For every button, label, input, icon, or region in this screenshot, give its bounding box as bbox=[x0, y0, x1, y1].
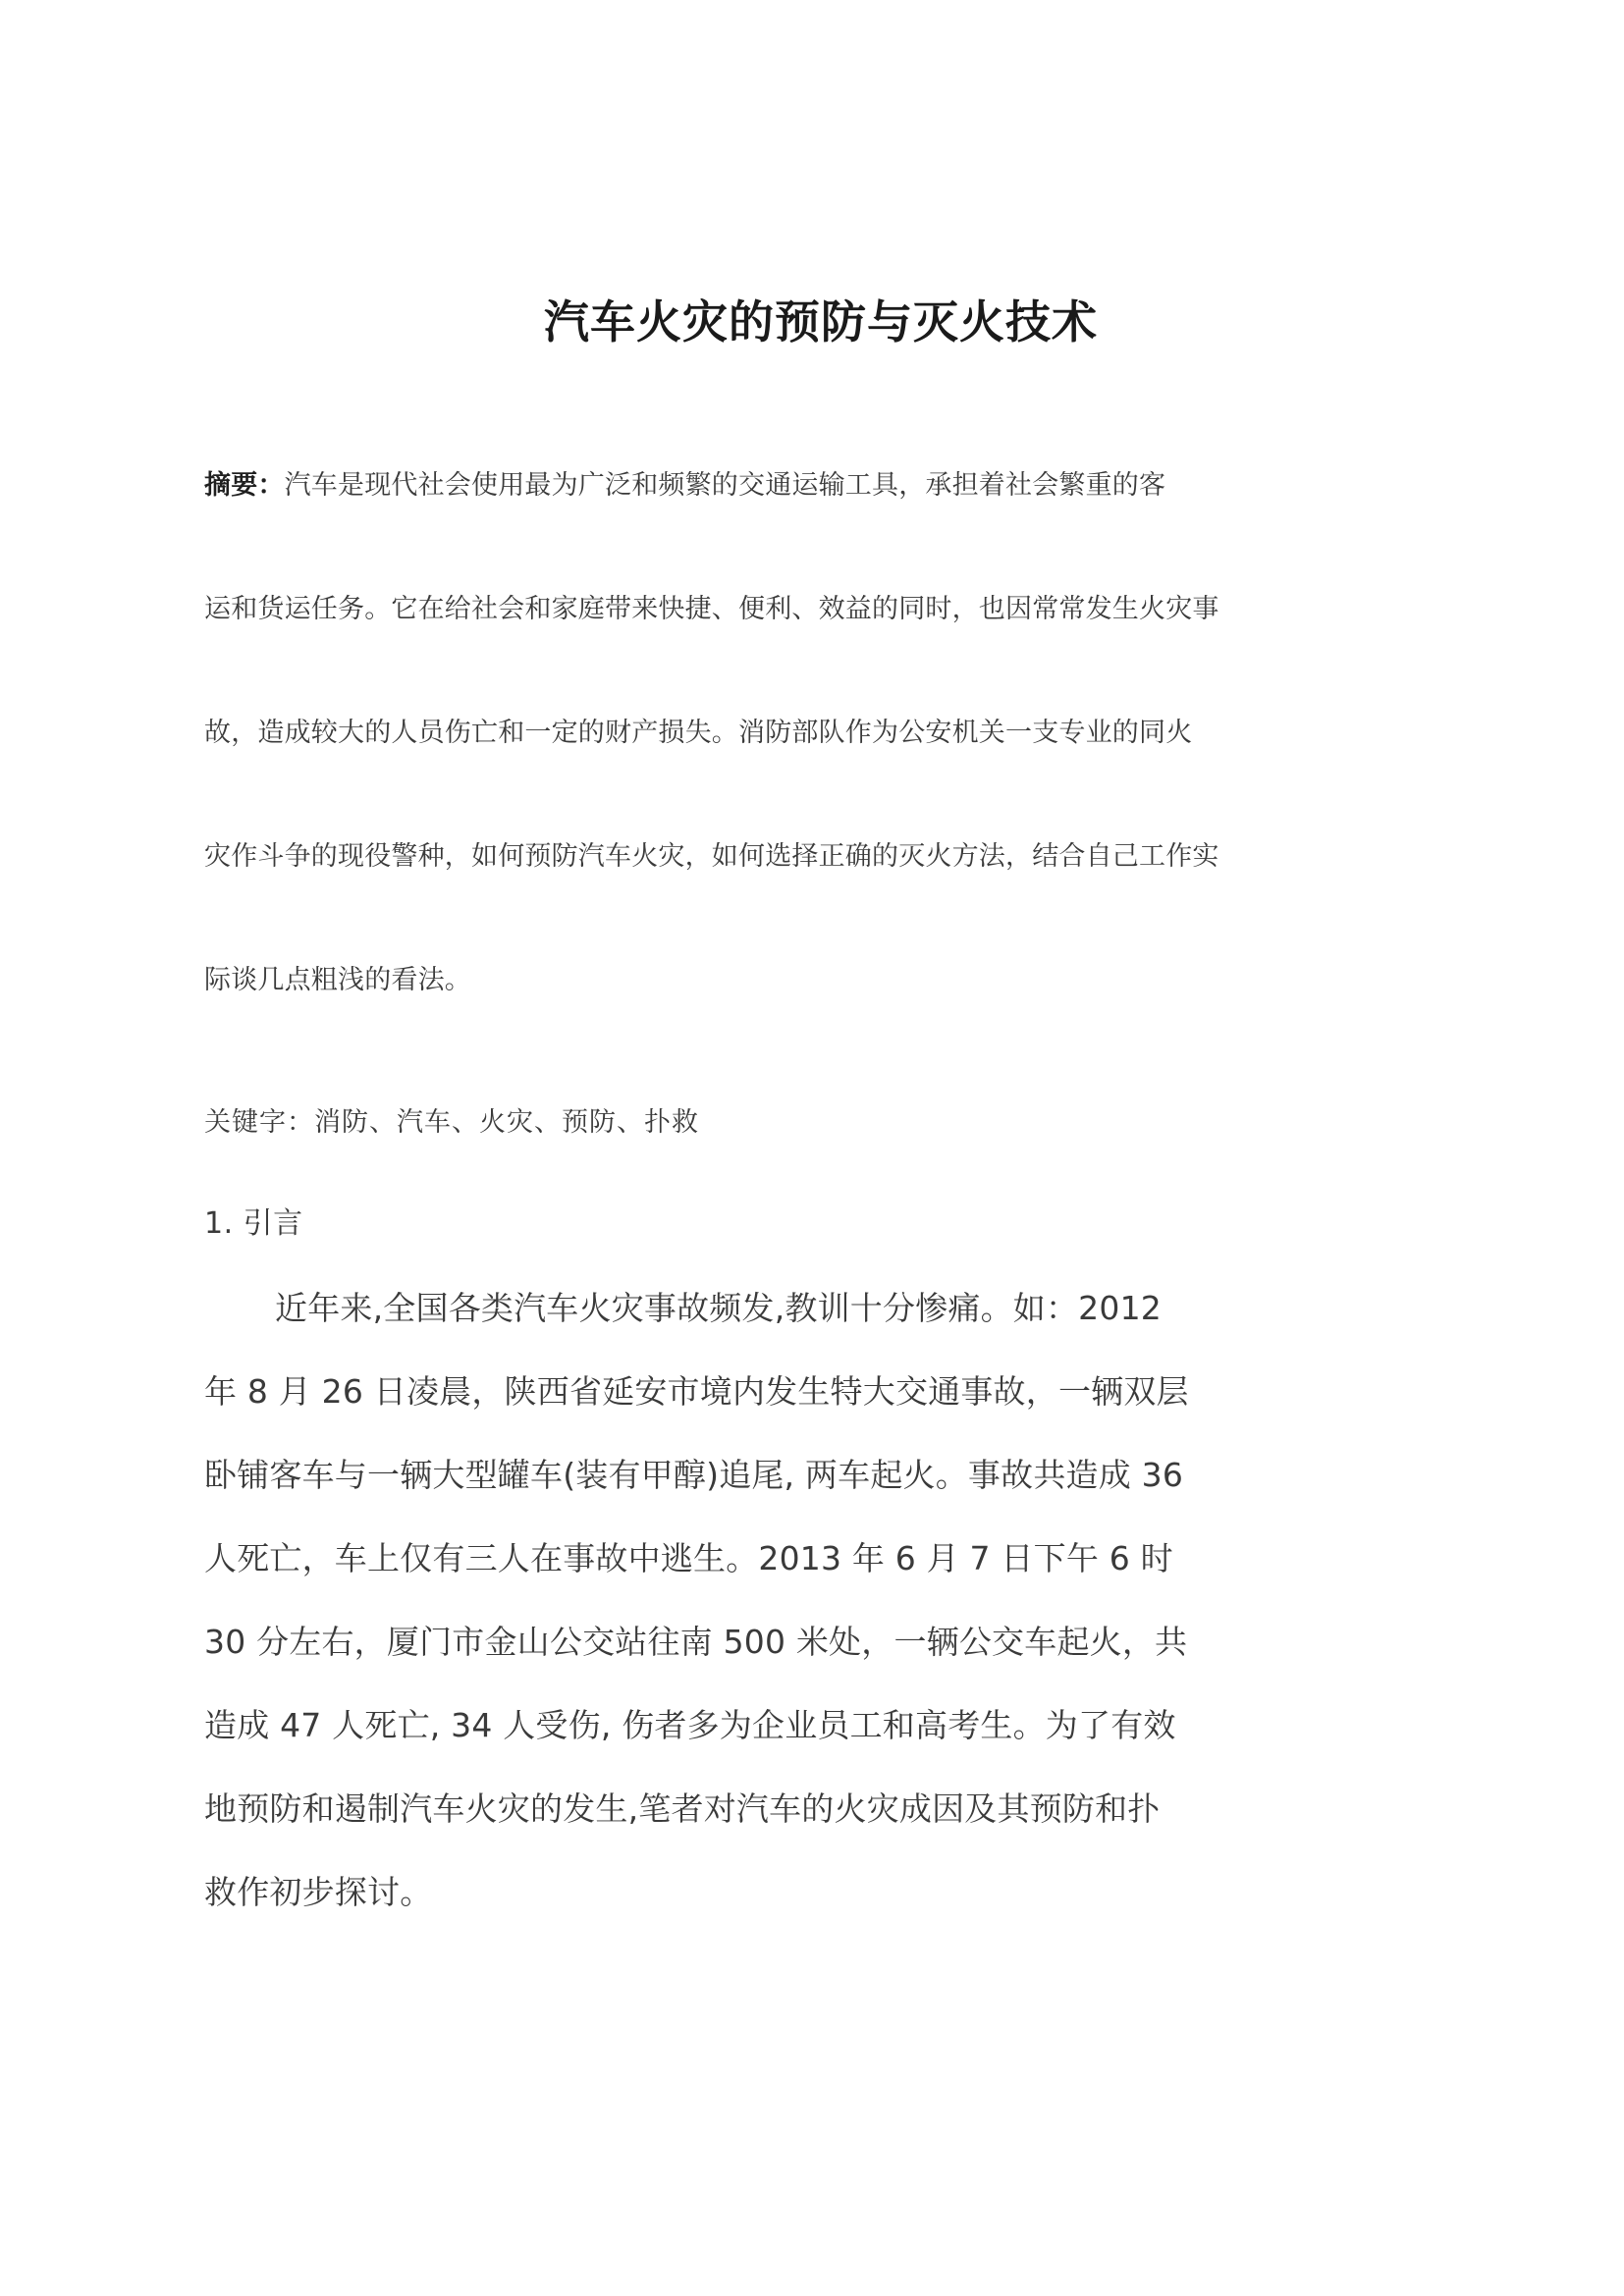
body-line: 近年来,全国各类汽车火灾事故频发,教训十分惨痛。如：2012 bbox=[275, 1289, 1162, 1327]
abstract-line bbox=[204, 424, 1437, 548]
body-line: 卧铺客车与一辆大型罐车(装有甲醇)追尾, 两车起火。事故共造成 36 bbox=[204, 1456, 1184, 1494]
abstract-label: 摘要： bbox=[204, 469, 285, 501]
abstract-line: 灾作斗争的现役警种，如何预防汽车火灾，如何选择正确的灭火方法，结合自己工作实 bbox=[204, 840, 1219, 872]
section-heading-introduction: 1. 引言 bbox=[204, 1206, 303, 1241]
body-line: 救作初步探讨。 bbox=[204, 1873, 433, 1911]
page-content bbox=[204, 0, 1437, 1934]
body-paragraph bbox=[204, 1266, 1437, 1934]
body-line: 人死亡，车上仅有三人在事故中逃生。2013 年 6 月 7 日下午 6 时 bbox=[204, 1539, 1173, 1577]
body-line: 30 分左右，厦门市金山公交站往南 500 米处，一辆公交车起火，共 bbox=[204, 1623, 1188, 1661]
abstract-line: 故，造成较大的人员伤亡和一定的财产损失。消防部队作为公安机关一支专业的同火 bbox=[204, 717, 1193, 748]
page-title: 汽车火灾的预防与灭火技术 bbox=[544, 295, 1098, 348]
keywords-line: 关键字：消防、汽车、火灾、预防、扑救 bbox=[204, 1106, 699, 1138]
body-line: 地预防和遏制汽车火灾的发生,笔者对汽车的火灾成因及其预防和扑 bbox=[204, 1789, 1161, 1828]
abstract-line-text: 汽车是现代社会使用最为广泛和频繁的交通运输工具，承担着社会繁重的客 bbox=[284, 469, 1166, 501]
body-line: 造成 47 人死亡, 34 人受伤, 伤者多为企业员工和高考生。为了有效 bbox=[204, 1706, 1176, 1744]
body-line: 年 8 月 26 日凌晨，陕西省延安市境内发生特大交通事故，一辆双层 bbox=[204, 1372, 1189, 1411]
abstract-block bbox=[204, 424, 1437, 1042]
abstract-line: 际谈几点粗浅的看法。 bbox=[204, 964, 471, 995]
abstract-line: 运和货运任务。它在给社会和家庭带来快捷、便利、效益的同时，也因常常发生火灾事 bbox=[204, 593, 1219, 624]
